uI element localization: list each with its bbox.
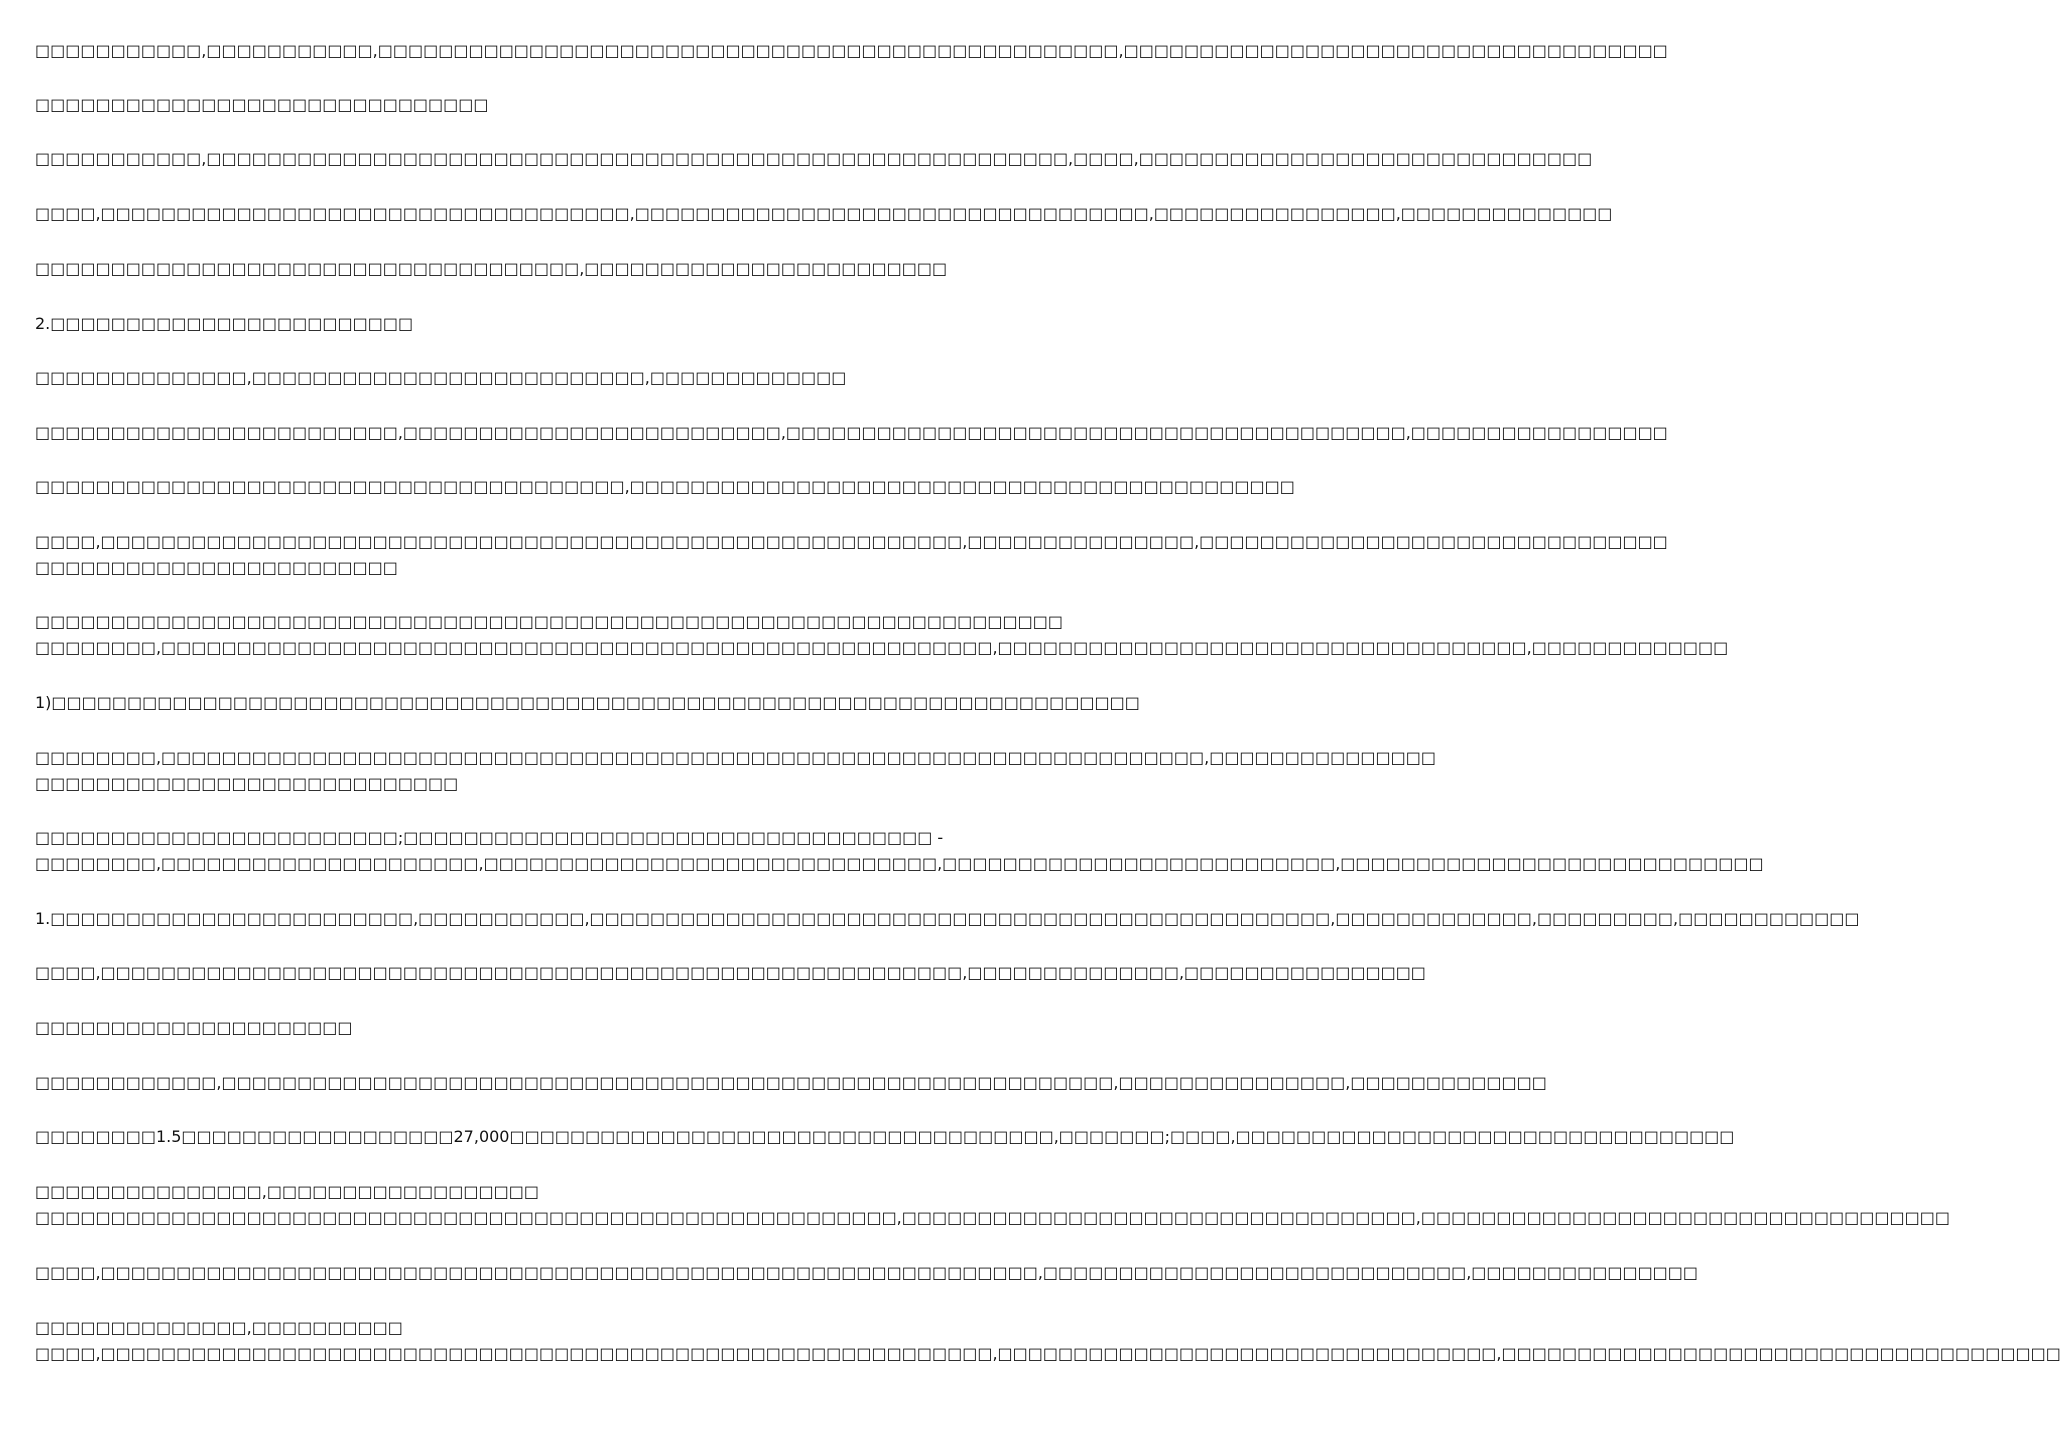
paragraph-21: □□□□,□□□□□□□□□□□□□□□□□□□□□□□□□□□□□□□□□□□□□□□□□□□□□□□□□□□□□□□□□□□□□□,□□□□□□□□□□□□□□□□□□□□□□□□□□□□,□□□□□□□□□□□□□□□ <box>35 1263 1699 1282</box>
paragraph-16: □□□□,□□□□□□□□□□□□□□□□□□□□□□□□□□□□□□□□□□□□□□□□□□□□□□□□□□□□□□□□□,□□□□□□□□□□□□□□,□□□□□□□□□□□□□□□□ <box>35 963 1426 982</box>
paragraph-22: □□□□□□□□□□□□□□,□□□□□□□□□□ □□□□,□□□□□□□□□□□□□□□□□□□□□□□□□□□□□□□□□□□□□□□□□□□□□□□□□□□□□□□□□□□,□□□□□□□□□□□□□□□□□□□□□□□□□□□□□□□□□,□□□□□□□□□□□□□□□□□□□□□□□□□□□□□□□□□□□□□ <box>35 1318 2061 1363</box>
paragraph-5: □□□□□□□□□□□□□□□□□□□□□□□□□□□□□□□□□□□□,□□□□□□□□□□□□□□□□□□□□□□□□ <box>35 259 948 278</box>
paragraph-20: □□□□□□□□□□□□□□□,□□□□□□□□□□□□□□□□□□ □□□□□□□□□□□□□□□□□□□□□□□□□□□□□□□□□□□□□□□□□□□□□□□□□□□□□□□□□,□□□□□□□□□□□□□□□□□□□□□□□□□□□□□□□□□□,□□□□□□□□□□□□□□□□□□□□□□□□□□□□□□□□□□□ <box>35 1182 1950 1227</box>
subheading: □□□□□□□□□□□□□□□□□□□□□ <box>35 1018 353 1037</box>
paragraph-9: □□□□□□□□□□□□□□□□□□□□□□□□□□□□□□□□□□□□□□□,□□□□□□□□□□□□□□□□□□□□□□□□□□□□□□□□□□□□□□□□□□□□ <box>35 477 1295 496</box>
paragraph-4: □□□□,□□□□□□□□□□□□□□□□□□□□□□□□□□□□□□□□□□□,□□□□□□□□□□□□□□□□□□□□□□□□□□□□□□□□□□,□□□□□□□□□□□□□□□□,□□□□□□□□□□□□□□ <box>35 204 1613 223</box>
list-item-1: 1.□□□□□□□□□□□□□□□□□□□□□□□□,□□□□□□□□□□□,□□□□□□□□□□□□□□□□□□□□□□□□□□□□□□□□□□□□□□□□□□□□□□□□□,□□□□□□□□□□□□□,□□□□□□□□□,□□□□□□□□□□□□ <box>35 909 1860 928</box>
section-heading-2: 2.□□□□□□□□□□□□□□□□□□□□□□□□ <box>35 314 414 333</box>
paragraph-13: □□□□□□□□,□□□□□□□□□□□□□□□□□□□□□□□□□□□□□□□□□□□□□□□□□□□□□□□□□□□□□□□□□□□□□□□□□□□□□,□□□□□□□□□□□□□□□ □□□□□□□□□□□□□□□□□□□□□□□□□□□□ <box>35 748 1436 793</box>
paragraph-10: □□□□,□□□□□□□□□□□□□□□□□□□□□□□□□□□□□□□□□□□□□□□□□□□□□□□□□□□□□□□□□,□□□□□□□□□□□□□□□,□□□□□□□□□□□□□□□□□□□□□□□□□□□□□□□ □□□□□□□□□□□□□□□□□□□□□□□□ <box>35 532 1668 577</box>
paragraph-7: □□□□□□□□□□□□□□,□□□□□□□□□□□□□□□□□□□□□□□□□□,□□□□□□□□□□□□□ <box>35 368 847 387</box>
paragraph-3: □□□□□□□□□□□,□□□□□□□□□□□□□□□□□□□□□□□□□□□□□□□□□□□□□□□□□□□□□□□□□□□□□□□□□,□□□□,□□□□□□□□□□□□□□□□□□□□□□□□□□□□□□ <box>35 149 1593 168</box>
paragraph-14: □□□□□□□□□□□□□□□□□□□□□□□□;□□□□□□□□□□□□□□□□□□□□□□□□□□□□□□□□□□□ - □□□□□□□□,□□□□□□□□□□□□□□□□□□□□□,□□□□□□□□□□□□□□□□□□□□□□□□□□□□□□,□□□□□□□□□□□□□□□□□□□□□□□□□□,□□□□□□□□□□□□□□□□□□□□□□□□□□□□ <box>35 828 1764 873</box>
paragraph-18: □□□□□□□□□□□□,□□□□□□□□□□□□□□□□□□□□□□□□□□□□□□□□□□□□□□□□□□□□□□□□□□□□□□□□□□□,□□□□□□□□□□□□□□□,□□□□□□□□□□□□□ <box>35 1073 1547 1092</box>
paragraph-2: □□□□□□□□□□□□□□□□□□□□□□□□□□□□□□ <box>35 95 489 114</box>
paragraph-1: □□□□□□□□□□□,□□□□□□□□□□□,□□□□□□□□□□□□□□□□□□□□□□□□□□□□□□□□□□□□□□□□□□□□□□□□□,□□□□□□□□□□□□□□□□□□□□□□□□□□□□□□□□□□□□ <box>35 41 1668 60</box>
paragraph-19: □□□□□□□□1.5□□□□□□□□□□□□□□□□□□27,000□□□□□□□□□□□□□□□□□□□□□□□□□□□□□□□□□□□□,□□□□□□□;□□□□,□□□□□□□□□□□□□□□□□□□□□□□□□□□□□□□□□ <box>35 1127 1735 1146</box>
paragraph-11: □□□□□□□□□□□□□□□□□□□□□□□□□□□□□□□□□□□□□□□□□□□□□□□□□□□□□□□□□□□□□□□□□□□□ □□□□□□□□,□□□□□□□□□□□□□□□□□□□□□□□□□□□□□□□□□□□□□□□□□□□□□□□□□□□□□□□,□□□□□□□□□□□□□□□□□□□□□□□□□□□□□□□□□□□,□□□□□□□□□□□□□ <box>35 612 1729 657</box>
list-heading-1: 1)□□□□□□□□□□□□□□□□□□□□□□□□□□□□□□□□□□□□□□□□□□□□□□□□□□□□□□□□□□□□□□□□□□□□□□□□ <box>35 693 1140 712</box>
paragraph-8: □□□□□□□□□□□□□□□□□□□□□□□□,□□□□□□□□□□□□□□□□□□□□□□□□□,□□□□□□□□□□□□□□□□□□□□□□□□□□□□□□□□□□□□□□□□□,□□□□□□□□□□□□□□□□□ <box>35 423 1668 442</box>
